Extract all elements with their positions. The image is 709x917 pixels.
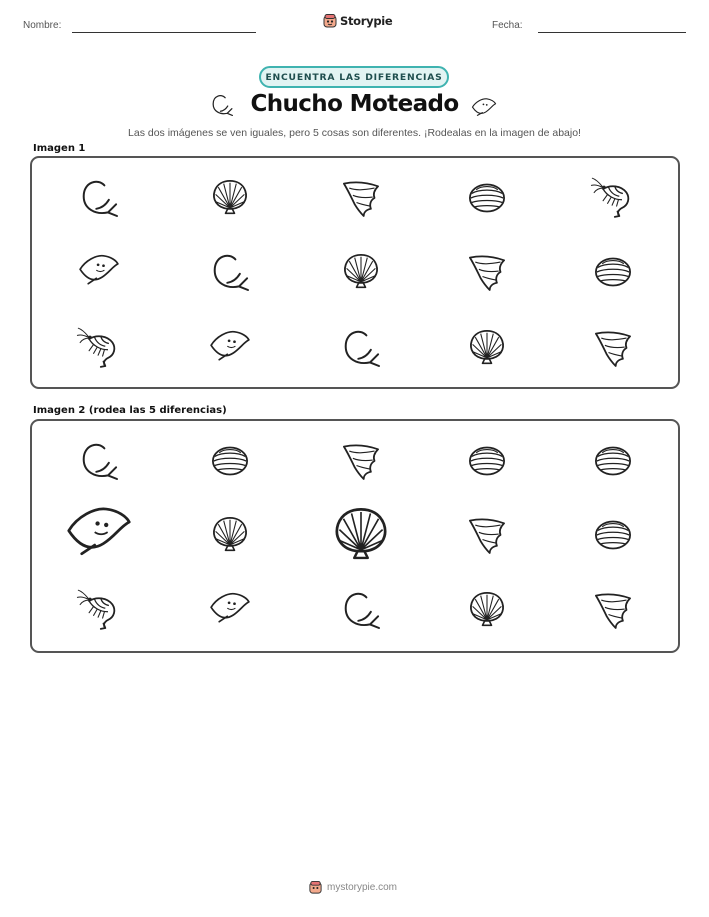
name-label: Nombre: [23,20,62,31]
storypie-mascot-icon [322,13,338,29]
hook-icon[interactable] [346,594,379,628]
stingray-icon [466,95,502,117]
panel-2-label: Imagen 2 (rodea las 5 diferencias) [33,405,227,416]
scallop-shell-icon[interactable] [337,509,385,558]
fin-icon [344,182,378,216]
stingray-icon [80,256,118,284]
clam-icon[interactable] [596,522,630,549]
clam-icon [596,259,630,286]
scallop-shell-icon[interactable] [471,593,503,625]
hook-icon [215,256,248,290]
clam-icon[interactable] [213,448,247,475]
date-label: Fecha: [492,20,523,31]
fin-icon[interactable] [470,519,504,553]
image-2-canvas[interactable] [32,421,682,655]
fin-icon [470,256,504,290]
shrimp-icon [77,328,114,367]
storypie-mascot-icon [308,880,323,895]
shrimp-icon[interactable] [77,590,114,629]
clam-icon[interactable] [470,448,504,475]
brand-logo [322,13,392,29]
date-line [538,32,686,33]
footer-url: mystorypie.com [327,882,398,893]
hook-icon [84,182,117,216]
fin-icon [596,332,630,366]
page-title: Chucho Moteado [250,91,459,117]
shrimp-icon [591,178,628,217]
scallop-shell-icon [214,181,246,213]
footer [308,880,397,895]
scallop-shell-icon [471,331,503,363]
image-2-panel[interactable] [30,419,680,653]
brand-name: Storypie [340,14,393,28]
clam-icon[interactable] [596,448,630,475]
clam-icon [470,185,504,212]
activity-badge: ENCUENTRA LAS DIFERENCIAS [259,66,449,88]
stingray-icon [211,332,249,360]
hook-icon[interactable] [84,445,117,479]
fin-icon[interactable] [344,445,378,479]
hook-icon [346,332,379,366]
image-1-canvas [32,158,682,391]
image-1-panel [30,156,680,389]
scallop-shell-icon[interactable] [214,518,246,550]
fin-icon[interactable] [596,594,630,628]
name-line [72,32,256,33]
panel-1-label: Imagen 1 [33,143,86,154]
stingray-icon[interactable] [69,509,129,554]
scallop-shell-icon [345,255,377,287]
stingray-icon[interactable] [211,594,249,622]
instructions: Las dos imágenes se ven iguales, pero 5 cosas son diferentes. ¡Rodealas en la imagen de abajo! [128,127,581,139]
